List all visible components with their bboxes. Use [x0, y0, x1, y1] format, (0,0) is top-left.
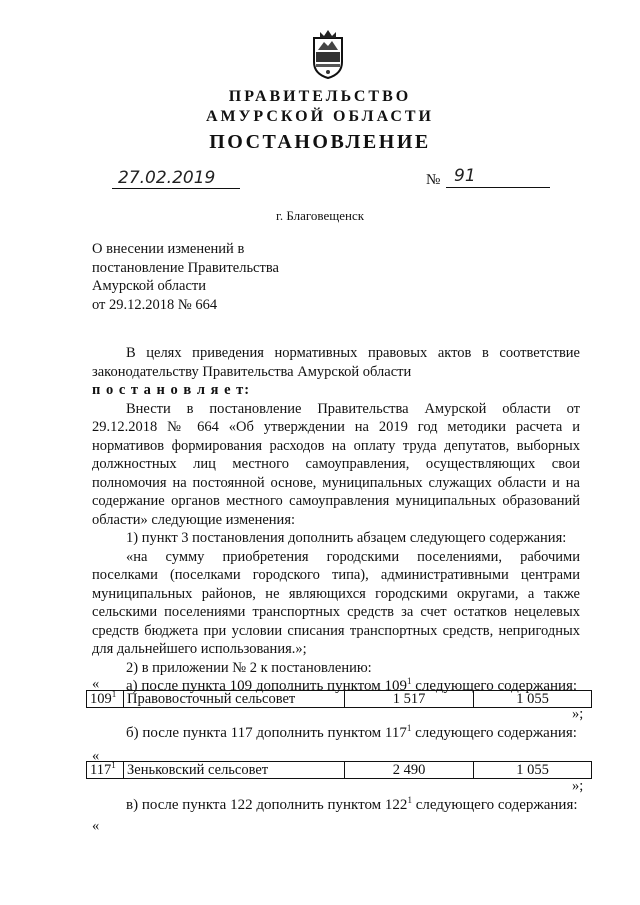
text: следующего содержания:	[411, 797, 578, 813]
cell-value-1: 1 517	[345, 691, 474, 708]
cell-value-2: 1 055	[474, 691, 592, 708]
number-underline	[446, 187, 550, 188]
header-region: АМУРСКОЙ ОБЛАСТИ	[206, 108, 434, 125]
text: в) после пункта 122 дополнить пунктом 122	[126, 797, 408, 813]
paragraph-line: муниципальных районов, не являющихся городскими округами, а также	[92, 585, 580, 602]
subject-block	[92, 240, 352, 314]
header-government: ПРАВИТЕЛЬСТВО	[228, 88, 412, 105]
paragraph-line-c	[126, 796, 578, 815]
decree-date: 27.02.2019	[118, 168, 216, 188]
close-quote: »;	[572, 706, 584, 722]
coat-of-arms-emblem	[306, 28, 350, 80]
city: г. Благовещенск	[275, 208, 365, 223]
cell-value-1: 2 490	[345, 762, 474, 779]
text: следующего содержания:	[411, 678, 578, 694]
subject-line: О внесении изменений в	[92, 241, 245, 257]
paragraph-line: 2) в приложении № 2 к постановлению:	[126, 659, 372, 676]
cell-number	[87, 691, 124, 708]
paragraph-line-b	[126, 724, 577, 743]
open-quote: «	[92, 818, 100, 834]
paragraph-line: поселками (поселками городского типа), административными центрами	[92, 567, 580, 583]
paragraph-line: области» следующие изменения:	[92, 511, 296, 528]
decree-number: 91	[454, 166, 476, 186]
text: б) после пункта 117 дополнить пунктом 117	[126, 725, 407, 741]
superscript: 1	[406, 723, 412, 733]
cell-name: Зеньковский сельсовет	[124, 762, 345, 779]
paragraph-line: должностных лиц местного самоуправления, осуществляющих свои	[92, 456, 580, 472]
paragraph-line: содержание органов местного самоуправления муниципальных образований	[92, 493, 580, 509]
table-item-117-1	[86, 761, 592, 779]
cell-name: Правовосточный сельсовет	[124, 691, 345, 708]
decree-word: п о с т а н о в л я е т:	[92, 382, 251, 398]
text: 109	[90, 691, 112, 707]
paragraph-line: 1) пункт 3 постановления дополнить абзацем следующего содержания:	[126, 530, 567, 546]
cell-value-2: 1 055	[474, 762, 592, 779]
paragraph-line: 29.12.2018 № 664 «Об утверждении на 2019 год методики расчета и	[92, 419, 580, 435]
subject-line: постановление Правительства	[92, 259, 279, 276]
superscript: 1	[111, 760, 116, 770]
subject-line: Амурской области	[92, 278, 206, 294]
superscript: 1	[407, 795, 412, 805]
paragraph-line: В целях приведения нормативных правовых актов в соответствие	[126, 345, 580, 361]
text: следующего содержания:	[411, 725, 577, 741]
paragraph-line: Внести в постановление Правительства Амурской области от	[126, 400, 580, 417]
close-quote: »;	[572, 778, 584, 794]
cell-number	[87, 762, 124, 779]
superscript: 1	[111, 689, 117, 699]
paragraph-line: полномочия на постоянной основе, муниципальных служащих области и на	[92, 474, 580, 491]
text: 117	[90, 762, 112, 778]
table-row	[87, 762, 592, 779]
paragraph-line: сельскими поселениями транспортных средств за счет остатков нецелевых	[92, 604, 580, 620]
date-underline	[112, 188, 240, 189]
paragraph-line: законодательству Правительства Амурской области	[92, 363, 412, 380]
paragraph-line: нормативов формирования расходов на оплату труда депутатов, выборных	[92, 437, 580, 454]
table-row	[87, 691, 592, 708]
superscript: 1	[407, 676, 412, 686]
paragraph-line: «на сумму приобретения городскими поселениями, рабочими	[126, 548, 580, 565]
paragraph-line: средств бюджета при условии списания транспортных средств, непригодных	[92, 622, 580, 639]
document-body	[92, 344, 580, 696]
text: а) после пункта 109 дополнить пунктом 109	[126, 678, 408, 694]
open-quote: «	[92, 676, 100, 692]
subject-line: от 29.12.2018 № 664	[92, 296, 218, 313]
table-item-109-1	[86, 690, 592, 708]
header-decree-title: ПОСТАНОВЛЕНИЕ	[209, 131, 431, 153]
number-label: №	[426, 172, 441, 188]
open-quote: «	[92, 748, 100, 764]
paragraph-line: для дальнейшего использования.»;	[92, 641, 307, 657]
